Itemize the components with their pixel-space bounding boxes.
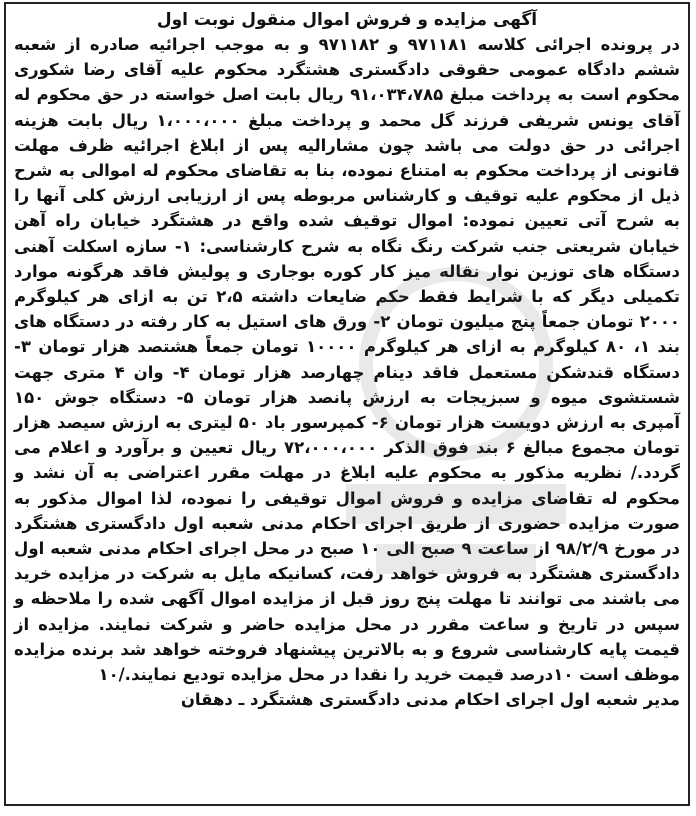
notice-signature: مدیر شعبه اول اجرای احکام مدنی دادگستری هشتگرد ـ دهقان — [180, 690, 680, 710]
notice-body: در پرونده اجرائی کلاسه ۹۷۱۱۸۱ و ۹۷۱۱۸۲ و به موجب اجرائیه صادره از شعبه ششم دادگاه عمومی حقوقی دادگستری هشتگرد محکوم علیه آقای رضا شکوری محکوم است به پرداخت مبلغ ۹۱،۰۳۴،۷۸۵ ریال بابت اصل خواسته در حق محکوم له آقای یونس شریفی فرزند گل محمد و پرداخت مبلغ ۱،۰۰۰،۰۰۰ ریال بابت هزینه اجرائی در حق دولت می باشد چون مشارالیه پس از ابلاغ اجرائیه ظرف مهلت قانونی از پرداخت محکوم به امتناع نموده، بنا به تقاضای محکوم له اموالی به شرح ذیل از محکوم علیه توقیف و کارشناس مربوطه پس از ارزیابی ارزش کلی آنها را به شرح آتی تعیین نموده: اموال توقیف شده واقع در هشتگرد خیابان راه آهن خیابان شریعتی جنب شرکت رنگ نگاه به شرح کارشناسی: ۱- سازه اسکلت آهنی دستگاه های توزین نوار نقاله میز کار کوره بوجاری و پولیش فاقد هرگونه موارد تکمیلی دیگر که با شرایط فقط حکم ضایعات داشته ۲،۵ تن به ازای هر کیلوگرم ۲۰۰۰ تومان جمعاً پنج میلیون تومان ۲- ورق های استیل به کار رفته در دستگاه های بند ۱، ۸۰ کیلوگرم به ازای هر کیلوگرم ۱۰۰۰۰ تومان جمعاً هشتصد هزار تومان ۳- دستگاه قندشکن مستعمل فاقد دینام چهارصد هزار تومان ۴- وان ۴ متری جهت شستشوی میوه و سبزیجات به ارزش پانصد هزار تومان ۵- دستگاه جوش ۱۵۰ آمپری به ارزش دویست هزار تومان ۶- کمپرسور باد ۵۰ لیتری به ارزش سیصد هزار تومان مجموع مبالغ ۶ بند فوق الذکر ۷۲،۰۰۰،۰۰۰ ریال تعیین و برآورد و اعلام می گردد./ نظریه مذکور به محکوم علیه ابلاغ در مهلت مقرر اعتراضی به آن نشد و محکوم له تقاضای مزایده و فروش اموال توقیفی را نموده، لذا اموال مذکور به صورت مزایده حضوری از طریق اجرای احکام مدنی شعبه اول دادگستری هشتگرد در مورخ ۹۸/۲/۹ از ساعت ۹ صبح الی ۱۰ صبح در محل اجرای احکام مدنی شعبه اول دادگستری هشتگرد به فروش خواهد رفت، کسانیکه مایل به شرکت در مزایده خرید می باشند می توانند تا مهلت پنج روز قبل از مزایده اموال آگهی شده را ملاحظه و سپس در تاریخ و ساعت مقرر در محل مزایده حاضر و شرکت نمایند. مزایده از قیمت پایه کارشناسی شروع و به بالاترین پیشنهاد فروخته خواهد شد برنده مزایده موظف است ۱۰درصد قیمت خرید را نقدا در محل مزایده تودیع نمایند./۱۰ — [14, 35, 681, 685]
notice-title: آگهی مزایده و فروش اموال منقول نوبت اول — [156, 10, 538, 30]
auction-notice — [4, 2, 690, 806]
